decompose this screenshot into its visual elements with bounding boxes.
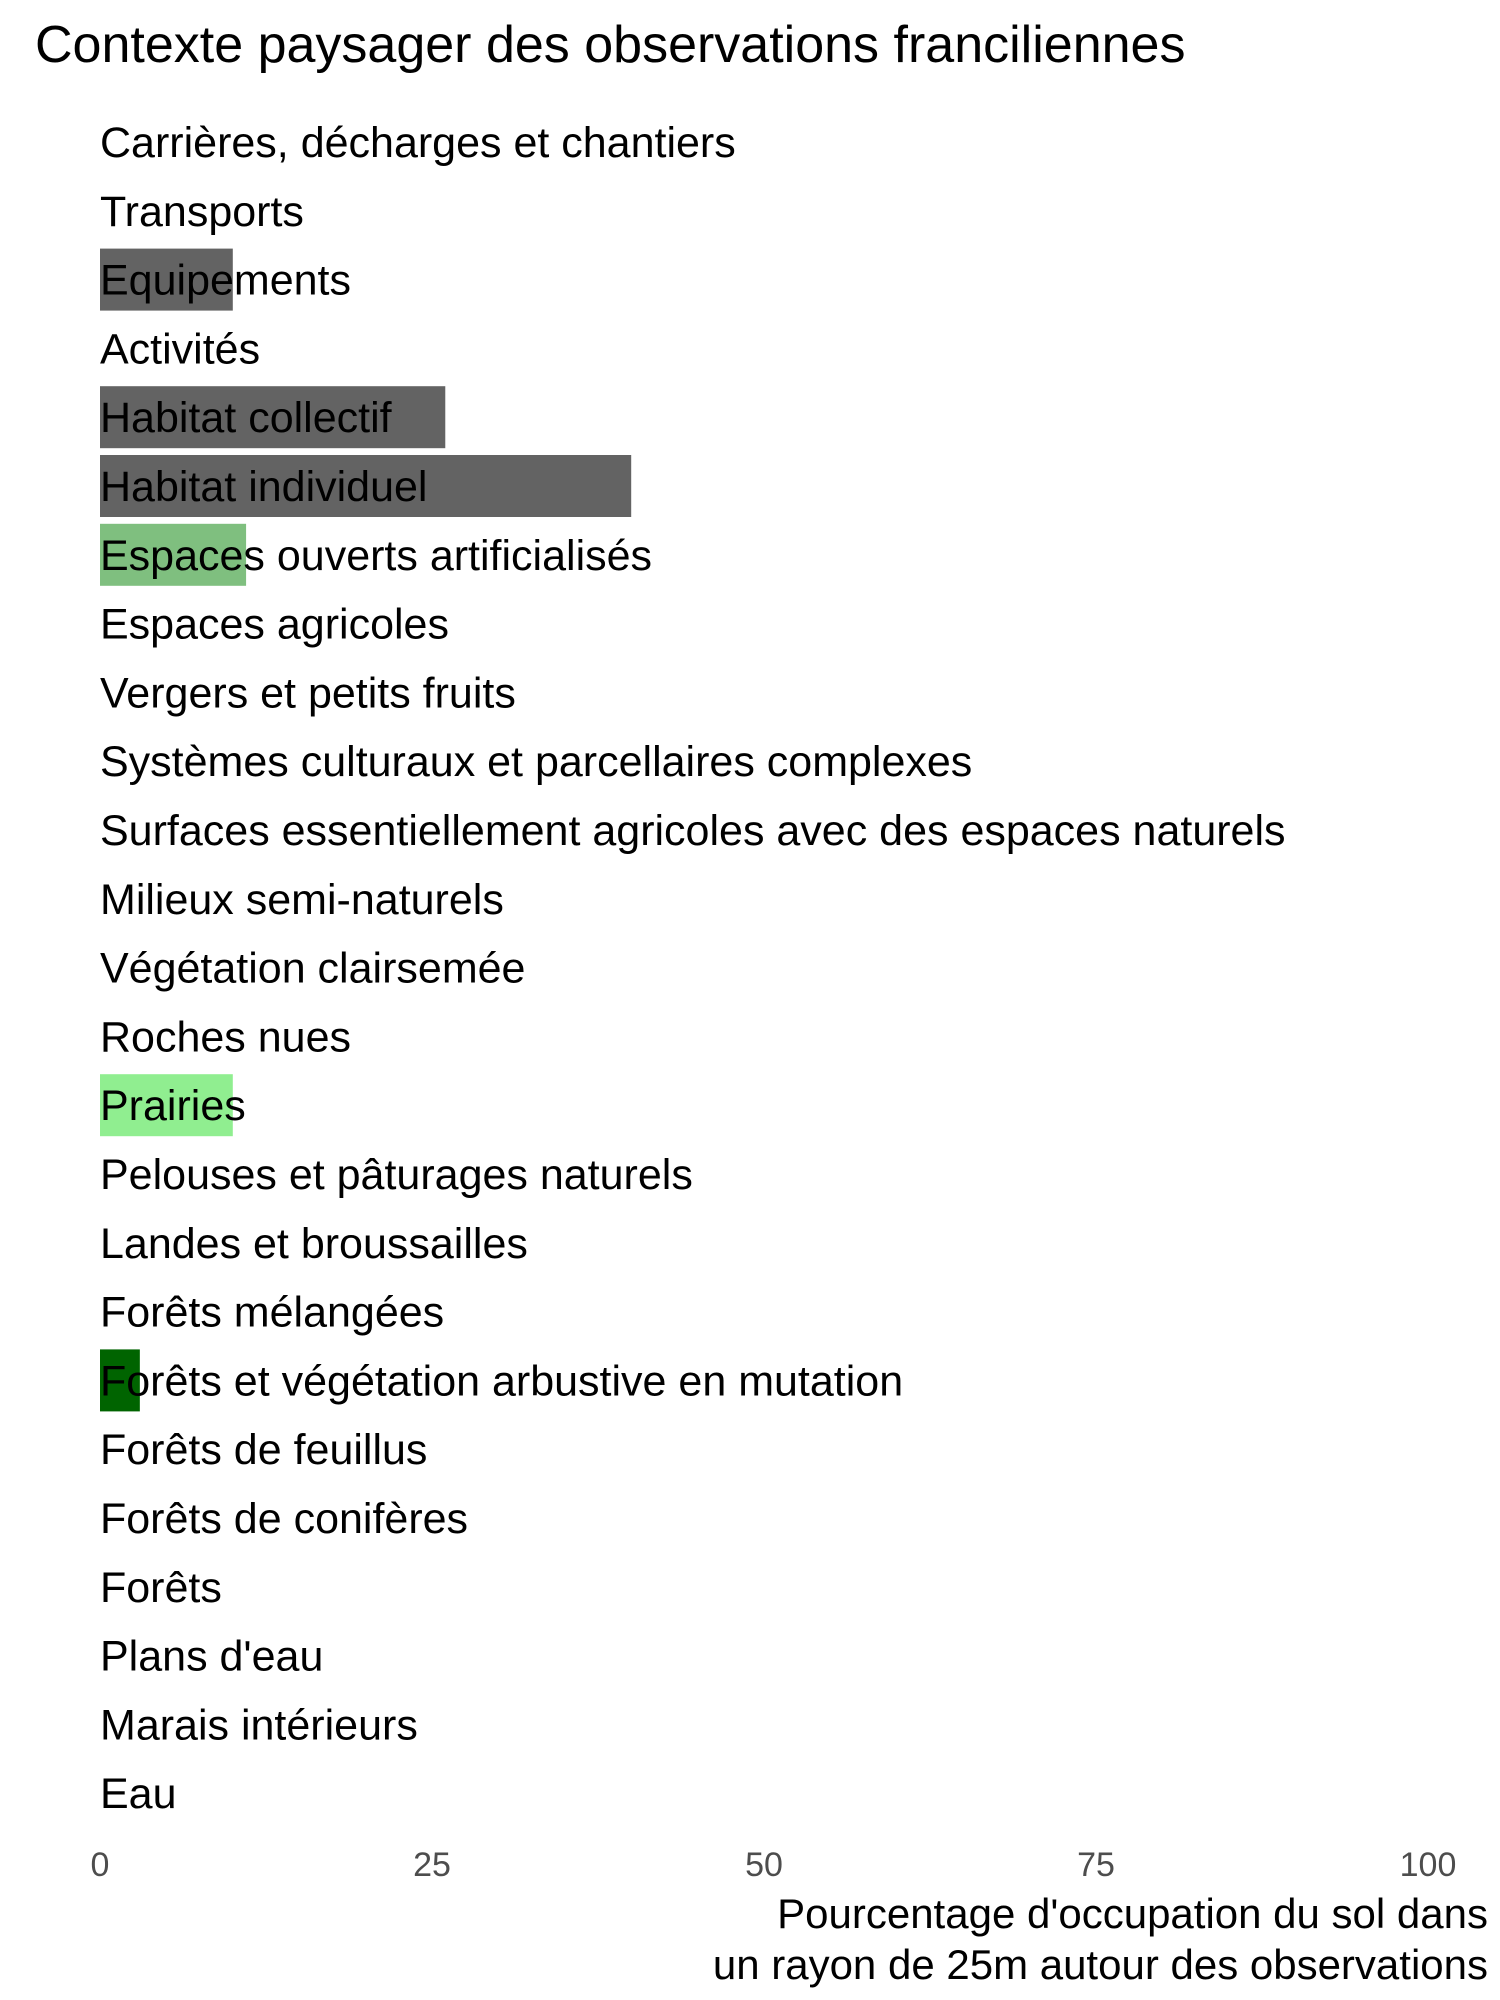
category-label: Forêts de conifères [100, 1495, 469, 1543]
x-tick-label: 25 [413, 1846, 451, 1884]
category-label: Transports [100, 187, 304, 236]
category-label: Eau [100, 1770, 177, 1819]
category-label: Vergers et petits fruits [100, 669, 516, 718]
category-label: Marais intérieurs [100, 1701, 418, 1750]
category-label: Milieux semi-naturels [100, 875, 504, 924]
x-tick-label: 100 [1399, 1846, 1457, 1884]
category-label: Activités [100, 325, 261, 374]
x-tick-label: 75 [1077, 1846, 1115, 1884]
category-label: Forêts mélangées [100, 1288, 445, 1337]
category-label: Espaces ouverts artificialisés [100, 531, 653, 580]
category-label: Prairies [100, 1082, 246, 1131]
x-axis-label: Pourcentage d'occupation du sol dans un rayon de 25m autour des observations [712, 1890, 1488, 1988]
category-label: Pelouses et pâturages naturels [100, 1151, 693, 1199]
category-label: Forêts et végétation arbustive en mutation [100, 1357, 904, 1406]
category-label: Habitat collectif [100, 394, 392, 443]
x-tick-label: 0 [90, 1846, 110, 1884]
category-label: Habitat individuel [100, 463, 428, 511]
category-label: Forêts de feuillus [100, 1426, 428, 1475]
category-label: Systèmes culturaux et parcellaires complexes [100, 738, 973, 787]
category-label: Surfaces essentiellement agricoles avec des espaces naturels [100, 807, 1286, 855]
category-label: Végétation clairsemée [100, 944, 526, 993]
category-label: Landes et broussailles [100, 1219, 528, 1268]
category-label: Plans d'eau [100, 1632, 324, 1681]
category-label: Carrières, décharges et chantiers [100, 119, 736, 167]
category-label: Equipements [100, 256, 351, 305]
category-label: Forêts [100, 1563, 222, 1612]
chart-title: Contexte paysager des observations franciliennes [35, 16, 1186, 74]
category-label: Roches nues [100, 1013, 351, 1062]
category-label: Espaces agricoles [100, 600, 449, 649]
x-tick-label: 50 [745, 1846, 783, 1884]
